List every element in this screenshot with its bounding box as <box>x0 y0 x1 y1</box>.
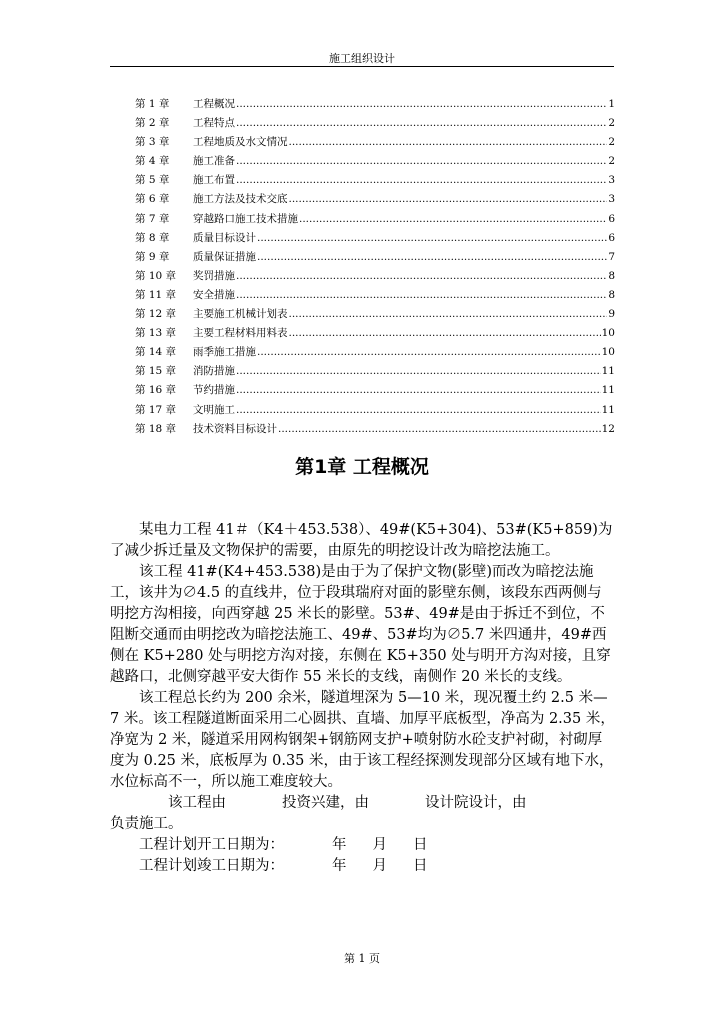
paragraph: 该工程 41#(K4+453.538)是由于为了保护文物(影壁)而改为暗挖法施工，该井为∅4.5 的直线井，位于段琪瑞府对面的影壁东侧，该段东西两侧与明挖方沟相接，向西穿越 25 米长的影壁。53#、49#是由于拆迁不到位，不阻断交通而由明挖改为暗挖法施工、49#、53#均为∅5.7 米四通井，49#西侧在 K5+280 处与明挖方沟对接，东侧在 K5+350 处与明开方沟对接，且穿越路口，北侧穿越平安大街作 55 米长的支线，南侧作 20 米长的支线。 <box>110 564 611 685</box>
paragraph: 某电力工程 41＃（K4＋453.538）、49#(K5+304)、53#(K5+859)为了减少拆迁量及文物保护的需要，由原先的明挖设计改为暗挖法施工。 <box>110 522 613 559</box>
toc-entry[interactable] <box>135 325 615 344</box>
toc-page-number: 7 <box>608 250 615 263</box>
toc-leader-dots <box>236 404 601 416</box>
day-label: 日 <box>413 837 428 853</box>
toc-chapter-number: 第 3 章 <box>135 136 170 149</box>
toc-leader-dots <box>236 98 607 110</box>
toc-leader-dots <box>236 384 601 396</box>
toc-page-number: 2 <box>608 155 615 168</box>
toc-chapter-number: 第 16 章 <box>135 384 177 397</box>
toc-chapter-title: 穿越路口施工技术措施 <box>193 212 298 225</box>
toc-leader-dots <box>289 136 608 148</box>
toc-entry[interactable] <box>135 191 615 210</box>
page-header: 施工组织设计 <box>329 52 395 65</box>
toc-leader-dots <box>289 308 608 320</box>
toc-chapter-title: 施工布置 <box>193 174 235 187</box>
end-date-label: 工程计划竣工日期为： <box>139 858 284 874</box>
toc-entry[interactable] <box>135 134 615 153</box>
toc-entry[interactable] <box>135 96 615 115</box>
toc-entry[interactable] <box>135 306 615 325</box>
toc-leader-dots <box>278 423 601 435</box>
toc-page-number: 10 <box>601 346 615 359</box>
paragraph: 该工程总长约为 200 余米，隧道埋深为 5—10 米，现况覆土约 2.5 米—7 米。该工程隧道断面采用二心圆拱、直墙、加厚平底板型，净高为 2.35 米，净宽为 2 米，隧道采用网构钢架+钢筋网支护+喷射防水砼支护衬砌，衬砌厚度为 0.25 米，底板厚为 0.35 米，由于该工程经探测发现部分区域有地下水，水位标高不一，所以施工难度较大。 <box>110 690 615 790</box>
table-of-contents <box>135 96 615 440</box>
toc-chapter-title: 施工准备 <box>193 155 235 168</box>
toc-page-number: 11 <box>601 384 615 397</box>
toc-page-number: 10 <box>601 327 615 340</box>
toc-chapter-title: 质量目标设计 <box>193 231 256 244</box>
end-date-line <box>110 856 616 877</box>
contractor-text: 该工程由 <box>168 795 226 811</box>
toc-entry[interactable] <box>135 172 615 191</box>
toc-entry[interactable] <box>135 287 615 306</box>
month-label: 月 <box>372 858 387 874</box>
toc-entry[interactable] <box>135 211 615 230</box>
toc-entry[interactable] <box>135 344 615 363</box>
toc-chapter-title: 工程概况 <box>193 98 235 110</box>
toc-chapter-title: 施工方法及技术交底 <box>193 193 288 206</box>
toc-chapter-title: 主要工程材料用料表 <box>193 327 288 340</box>
toc-leader-dots <box>289 193 608 205</box>
toc-entry[interactable] <box>135 230 615 249</box>
toc-chapter-number: 第 15 章 <box>135 365 177 378</box>
toc-entry[interactable] <box>135 421 615 440</box>
toc-chapter-number: 第 10 章 <box>135 269 177 282</box>
toc-page-number: 6 <box>608 212 615 225</box>
day-label: 日 <box>413 858 428 874</box>
toc-chapter-number: 第 5 章 <box>135 174 170 187</box>
toc-chapter-title: 工程特点 <box>193 117 235 130</box>
contractor-line <box>110 793 616 814</box>
toc-page-number: 6 <box>608 231 615 244</box>
toc-chapter-number: 第 13 章 <box>135 327 177 340</box>
toc-chapter-number: 第 6 章 <box>135 193 170 206</box>
toc-leader-dots <box>289 327 601 339</box>
toc-chapter-title: 技术资料目标设计 <box>193 422 277 435</box>
toc-entry[interactable] <box>135 268 615 287</box>
toc-leader-dots <box>257 346 601 358</box>
toc-leader-dots <box>299 213 607 225</box>
toc-leader-dots <box>236 270 607 282</box>
toc-chapter-number: 第 4 章 <box>135 155 170 168</box>
toc-chapter-number: 第 8 章 <box>135 231 170 244</box>
toc-chapter-title: 安全措施 <box>193 288 235 301</box>
contractor-text: 设计院设计，由 <box>425 795 527 811</box>
contractor-text: 投资兴建，由 <box>282 795 369 811</box>
toc-chapter-number: 第 14 章 <box>135 346 177 359</box>
toc-chapter-number: 第 18 章 <box>135 422 177 435</box>
chapter-title: 第1章 工程概况 <box>295 456 429 478</box>
chapter-body <box>110 520 616 877</box>
toc-chapter-number: 第 1 章 <box>135 98 170 110</box>
toc-chapter-number: 第 9 章 <box>135 250 170 263</box>
toc-page-number: 12 <box>601 422 615 435</box>
toc-page-number: 9 <box>608 308 615 321</box>
header-divider <box>110 66 614 67</box>
start-date-label: 工程计划开工日期为： <box>139 837 284 853</box>
toc-chapter-title: 节约措施 <box>193 384 235 397</box>
toc-chapter-title: 文明施工 <box>193 403 235 416</box>
contractor-line-end: 负责施工。 <box>110 816 183 832</box>
toc-page-number: 8 <box>608 288 615 301</box>
toc-leader-dots <box>236 155 607 167</box>
toc-leader-dots <box>236 117 607 129</box>
toc-page-number: 3 <box>608 174 615 187</box>
toc-entry[interactable] <box>135 402 615 421</box>
year-label: 年 <box>332 837 347 853</box>
toc-chapter-number: 第 2 章 <box>135 117 170 130</box>
toc-page-number: 11 <box>601 403 615 416</box>
start-date-line <box>110 835 616 856</box>
toc-chapter-title: 主要施工机械计划表 <box>193 308 288 321</box>
toc-entry[interactable] <box>135 249 615 268</box>
year-label: 年 <box>332 858 347 874</box>
toc-entry[interactable] <box>135 153 615 172</box>
toc-chapter-title: 消防措施 <box>193 365 235 378</box>
toc-chapter-number: 第 11 章 <box>135 288 177 301</box>
toc-chapter-number: 第 12 章 <box>135 308 177 321</box>
toc-chapter-number: 第 7 章 <box>135 212 170 225</box>
toc-page-number: 3 <box>608 193 615 206</box>
toc-page-number: 2 <box>608 136 615 149</box>
toc-page-number: 1 <box>608 98 615 110</box>
toc-entry[interactable] <box>135 363 615 382</box>
toc-entry[interactable] <box>135 115 615 134</box>
toc-page-number: 11 <box>601 365 615 378</box>
toc-chapter-title: 工程地质及水文情况 <box>193 136 288 149</box>
toc-chapter-title: 雨季施工措施 <box>193 346 256 359</box>
toc-chapter-title: 质量保证措施 <box>193 250 256 263</box>
page-footer: 第 1 页 <box>344 952 380 965</box>
toc-leader-dots <box>257 232 607 244</box>
toc-leader-dots <box>257 251 607 263</box>
toc-page-number: 8 <box>608 269 615 282</box>
toc-entry[interactable] <box>135 382 615 401</box>
toc-chapter-title: 奖罚措施 <box>193 269 235 282</box>
toc-leader-dots <box>236 365 601 377</box>
toc-leader-dots <box>236 174 607 186</box>
toc-chapter-number: 第 17 章 <box>135 403 177 416</box>
month-label: 月 <box>372 837 387 853</box>
toc-page-number: 2 <box>608 117 615 130</box>
toc-leader-dots <box>236 289 607 301</box>
